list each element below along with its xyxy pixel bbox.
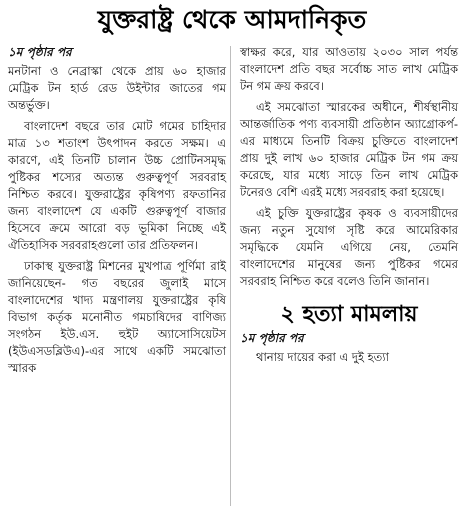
main-headline: যুক্তরাষ্ট্র থেকে আমদানিকৃত [97,5,367,34]
second-article-continued-label: ১ম পৃষ্ঠার পর [240,331,304,345]
left-column [8,44,226,381]
article-paragraph-4: স্বাক্ষর করে, যার আওতায় ২০৩০ সাল পর্যন্ত বাংলাদেশ প্রতি বছর সর্বোচ্চ সাত লাখ মেট্রিক টন গম ক্রয় করবে। [240,45,458,93]
article-paragraph-5: এই সমঝোতা স্মারকের অধীনে, শীর্ষস্থানীয় আন্তর্জাতিক পণ্য ব্যবসায়ী প্রতিষ্ঠান অ্যাগ্রোকর্প- এর মাধ্যমে তিনটি বিক্রয় চুক্তিতে বাংলাদেশ প্রায় দুই লাখ ৬০ হাজার মেট্রিক টন গম ক্রয় করেছে, যার মধ্যে সাড়ে তিন লাখ মেট্রিক টনেরও বেশি এরই মধ্যে সরবরাহ করা হয়েছে। [240,100,458,199]
right-column [240,44,458,370]
article-paragraph-1: মনটানা ও নেব্রাস্কা থেকে প্রায় ৬০ হাজার মেট্রিক টন হার্ড রেড উইন্টার জাতের গম অন্তর্ভুক্ত। [8,64,226,112]
second-article-headline: ২ হত্যা মামলায় [280,301,418,327]
second-article-paragraph: থানায় দায়ের করা এ দুই হত্যা [256,350,389,364]
column-divider [230,46,231,506]
article-paragraph-6: এই চুক্তি যুক্তরাষ্ট্রের কৃষক ও ব্যবসায়ীদের জন্য নতুন সুযোগ সৃষ্টি করে আমেরিকার সমৃদ্ধিকে যেমনি এগিয়ে নেয়, তেমনি বাংলাদেশের মানুষের জন্য পুষ্টিকর গমের সরবরাহ নিশ্চিত করে বলেও তিনি জানান। [240,206,458,288]
article-paragraph-2: বাংলাদেশ বছরে তার মোট গমের চাহিদার মাত্র ১৩ শতাংশ উৎপাদন করতে সক্ষম। এ কারণে, এই তিনটি চালান উচ্চ প্রোটিনসমৃদ্ধ পুষ্টিকর শস্যের অত্যন্ত গুরুত্বপূর্ণ সরবরাহ নিশ্চিত করবে। যুক্তরাষ্ট্রের কৃষিপণ্য রফতানির জন্য বাংলাদেশ যে একটি গুরুত্বপূর্ণ বাজার হিসেবে ক্রমে আরো বড় ভূমিকা নিচ্ছে এই ঐতিহাসিক সরবরাহগুলো তার প্রতিফলন। [8,119,226,252]
continued-from-label: ১ম পৃষ্ঠার পর [8,45,72,59]
article-paragraph-3: ঢাকাস্থ যুক্তরাষ্ট্র মিশনের মুখপাত্র পূর্ণিমা রাই জানিয়েছেন- গত বছরের জুলাই মাসে বাংলাদেশের খাদ্য মন্ত্রণালয় যুক্তরাষ্ট্রের কৃষি বিভাগ কর্তৃক মনোনীত গমচাষিদের বাণিজ্য সংগঠন ইউ.এস. হুইট অ্যাসোসিয়েটস (ইউএসডব্লিউএ)-এর সাথে একটি সমঝোতা স্মারক [8,259,226,375]
